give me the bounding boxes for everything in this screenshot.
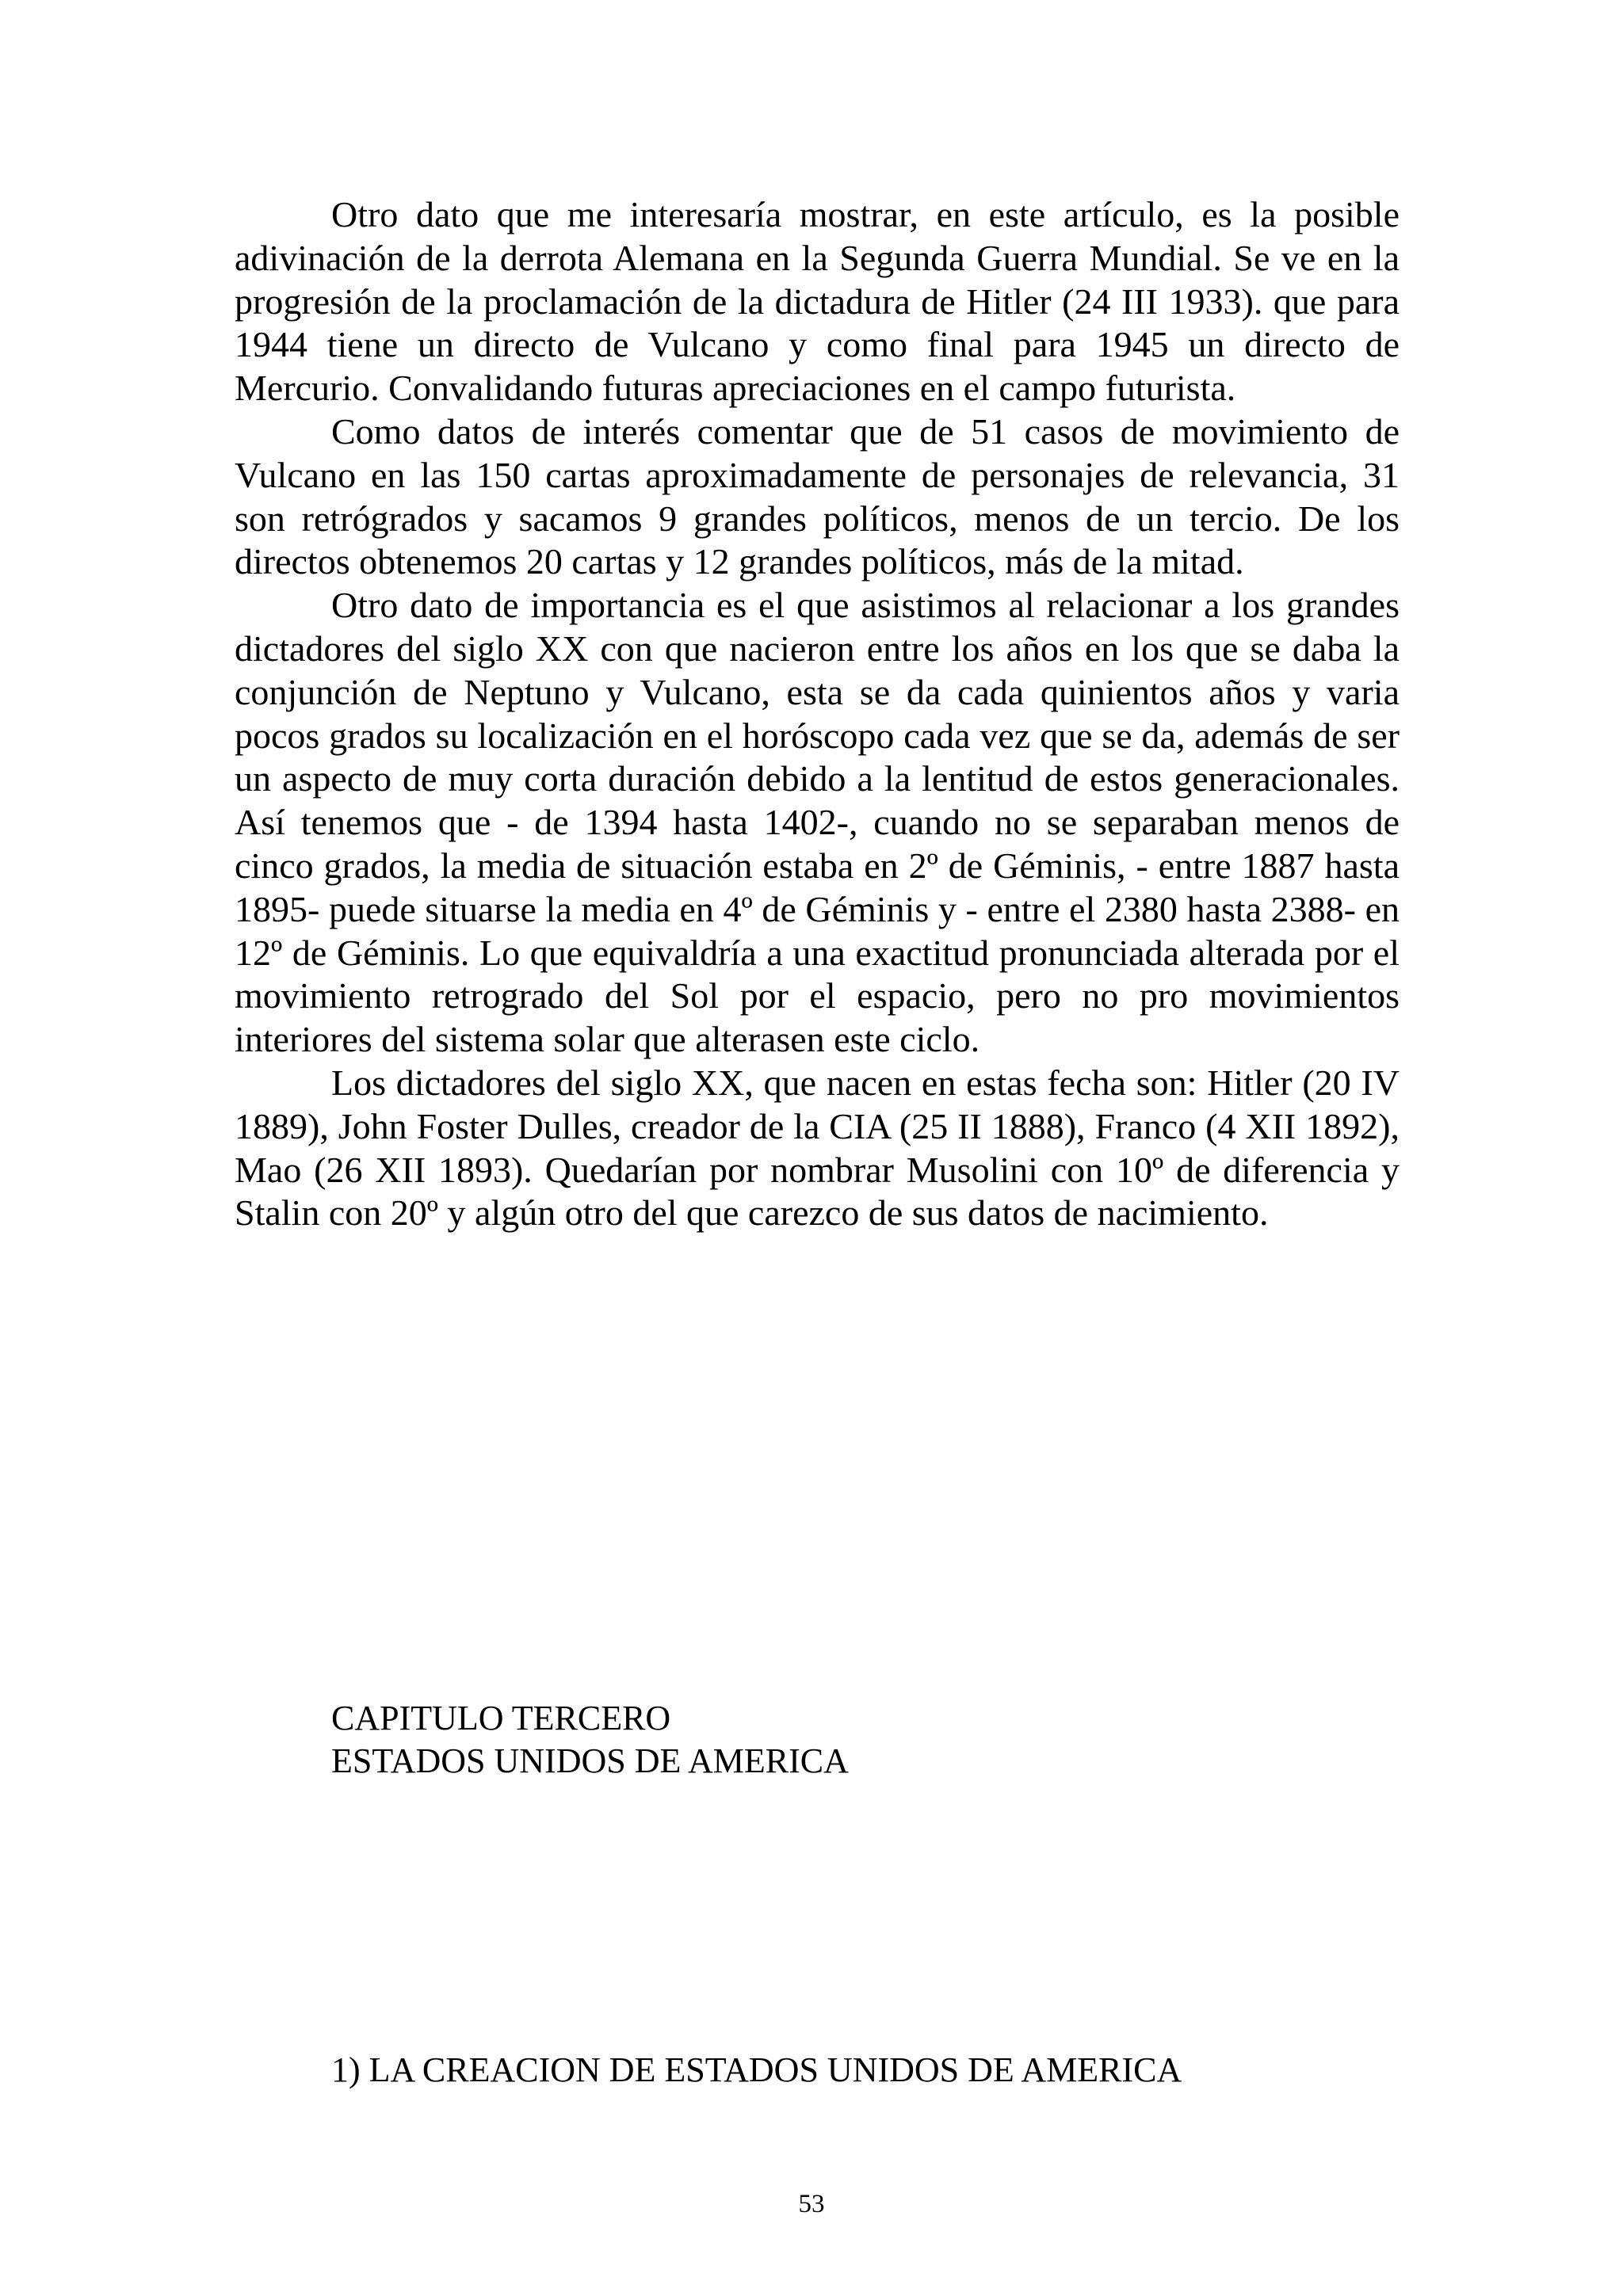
paragraph-vulcano-statistics: Como datos de interés comentar que de 51 casos de movimiento de Vulcano en las 150 cartas aproximadamente de personajes de relevancia, 31 son retrógrados y sacamos 9 grandes políticos, menos de un tercio. De los directos obtenemos 20 cartas y 12 grandes políticos, más de la mitad. xyxy=(235,410,1400,582)
paragraph-hitler-prediction: Otro dato que me interesaría mostrar, en este artículo, es la posible adivinación de la derrota Alemana en la Segunda Guerra Mundial. Se ve en la progresión de la proclamación de la dictadura de Hitler (24 III 1933). que para 1944 tiene un directo de Vulcano y como final para 1945 un directo de Mercurio. Convalidando futuras apreciaciones en el campo futurista. xyxy=(235,194,1400,409)
body-text xyxy=(235,193,1400,1235)
page-number: 53 xyxy=(798,2190,825,2218)
paragraph-neptuno-vulcano-conjunction: Otro dato de importancia es el que asistimos al relacionar a los grandes dictadores del siglo XX con que nacieron entre los años en los que se daba la conjunción de Neptuno y Vulcano, esta se da cada quinientos años y varia pocos grados su localización en el horóscopo cada vez que se da, además de ser un aspecto de muy corta duración debido a la lentitud de estos generacionales. Así tenemos que - de 1394 hasta 1402-, cuando no se separaban menos de cinco grados, la media de situación estaba en 2º de Géminis, - entre 1887 hasta 1895- puede situarse la media en 4º de Géminis y - entre el 2380 hasta 2388- en 12º de Géminis. Lo que equivaldría a una exactitud pronunciada alterada por el movimiento retrogrado del Sol por el espacio, pero no pro movimientos interiores del sistema solar que alterasen este ciclo. xyxy=(235,585,1400,1060)
section-heading: 1) LA CREACION DE ESTADOS UNIDOS DE AMERICA xyxy=(331,2050,1182,2089)
chapter-number: CAPITULO TERCERO xyxy=(331,1699,671,1737)
paragraph-dictators-list: Los dictadores del siglo XX, que nacen en estas fecha son: Hitler (20 IV 1889), John Foster Dulles, creador de la CIA (25 II 1888), Franco (4 XII 1892), Mao (26 XII 1893). Quedarían por nombrar Musolini con 10º de diferencia y Stalin con 20º y algún otro del que carezco de sus datos de nacimiento. xyxy=(235,1062,1400,1234)
chapter-heading xyxy=(331,1697,1361,1783)
chapter-title: ESTADOS UNIDOS DE AMERICA xyxy=(331,1741,849,1780)
